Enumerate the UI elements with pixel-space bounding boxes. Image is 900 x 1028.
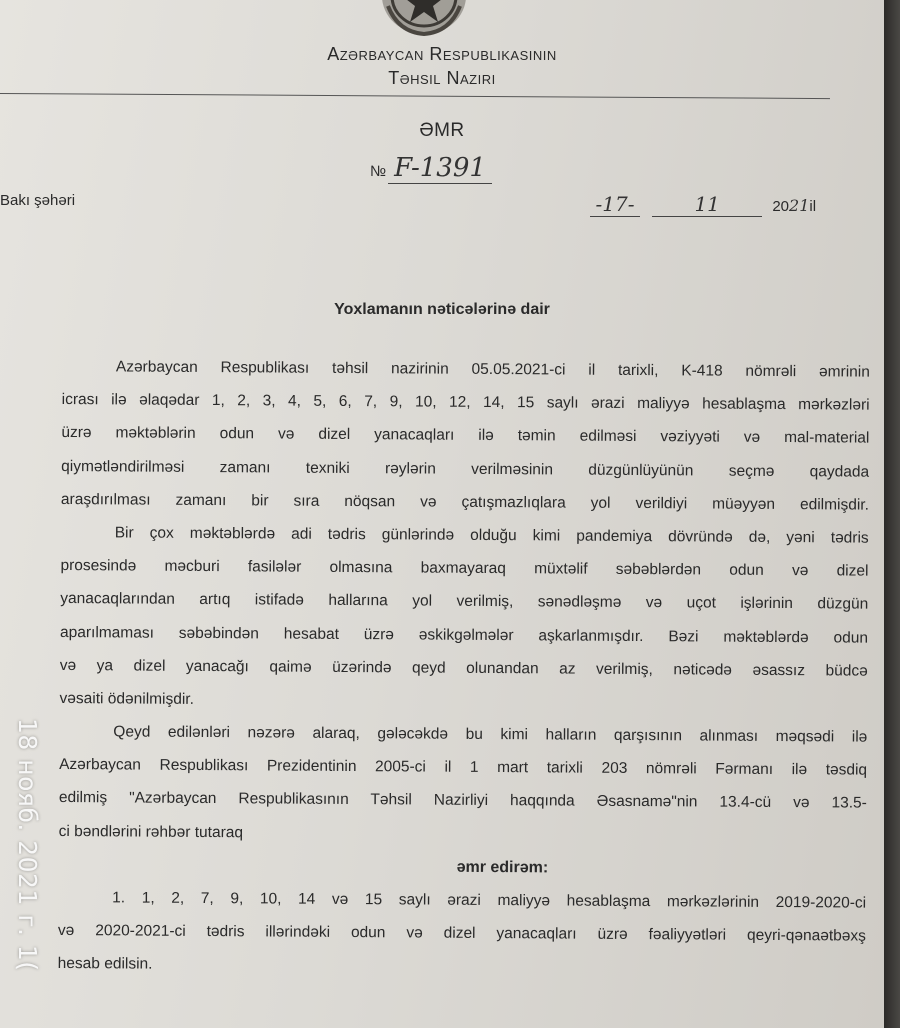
date-year: [772, 198, 816, 215]
body-line: üzrə məktəblərin odun və dizel yanacaqları ilə təmin edilməsi vəziyyəti və mal-material: [61, 424, 870, 448]
order-decree-heading: əmr edirəm:: [456, 858, 549, 877]
date-month: 11: [652, 192, 762, 217]
body-line: və ya dizel yanacağı qaimə üzərində qeyd olunandan az verilmiş, nəticədə əsassız büdcə: [59, 656, 868, 680]
body-line: yanacaqlarından artıq istifadə hallarına yol verilmiş, sənədləşmə və uçot işlərinin düzgün: [60, 590, 869, 613]
place-of-issue: Bakı şəhəri: [0, 192, 76, 209]
date-year-handwritten: 21: [789, 196, 810, 215]
ministry-header-line1: Azərbaycan Respublikasının: [327, 44, 557, 64]
body-line: 1. 1, 2, 7, 9, 10, 14 və 15 saylı ərazi maliyyə hesablaşma mərkəzlərinin 2019-2020-ci: [112, 889, 867, 912]
date-year-suffix: il: [809, 198, 817, 215]
photo-timestamp-overlay: 18 нояб. 2021 г. 1(: [13, 718, 42, 972]
state-emblem-icon: [378, 0, 470, 36]
body-line: qiymətləndirilməsi zamanı texniki rəylərin verilməsinin düzgünlüyünün seçmə qaydada: [61, 457, 870, 481]
body-line: icrası ilə əlaqədar 1, 2, 3, 4, 5, 6, 7, 9, 10, 12, 14, 15 saylı ərazi maliyyə hesablaşma mərkəzləri: [61, 391, 870, 414]
body-line: prosesində məcburi fasilələr olmasına baxmayaraq müxtəlif səbəblərdən odun və dizel: [60, 557, 869, 580]
date-day: -17-: [590, 192, 640, 217]
order-number-handwritten: F-1391: [388, 153, 492, 184]
document-title: Yoxlamanın nəticələrinə dair: [334, 301, 550, 318]
photo-background-edge: [884, 0, 900, 1028]
order-number: [370, 153, 492, 184]
body-line: aparılmaması səbəbindən hesabat üzrə əskikgəlmələr aşkarlanmışdır. Bəzi məktəblərdə odun: [59, 623, 869, 647]
body-line: Azərbaycan Respublikası Prezidentinin 2005-ci il 1 mart tarixli 203 nömrəli Fərmanı ilə təsdiq: [59, 756, 868, 779]
date-year-prefix: 20: [772, 198, 790, 215]
body-line: edilmiş "Azərbaycan Respublikasının Təhsil Nazirliyi haqqında Əsasnamə"nin 13.4-cü və 13.5-: [58, 789, 867, 813]
body-line: araşdırılması zamanı bir sıra nöqsan və çatışmazlıqlara yol verildiyi müəyyən edilmişdir.: [60, 490, 869, 514]
order-date: [590, 192, 816, 217]
body-line: və 2020-2021-ci tədris illərindəki odun və dizel yanacaqları üzrə fəaliyyətləri qeyri-qənaətbəxş: [57, 922, 866, 945]
body-line: Azərbaycan Respublikası təhsil nazirinin 05.05.2021-ci il tarixli, K-418 nömrəli əmrinin: [115, 358, 870, 381]
order-label: ƏMR: [419, 120, 465, 141]
body-line: vəsaiti ödənilmişdir.: [59, 689, 195, 708]
body-line: hesab edilsin.: [57, 955, 153, 974]
body-line: ci bəndlərini rəhbər tutaraq: [58, 822, 244, 841]
body-line: Qeyd edilənləri nəzərə alaraq, gələcəkdə bu kimi halların qarşısının alınması məqsədi ilə: [113, 723, 868, 746]
document-body: [58, 350, 870, 986]
ministry-header-line2: Təhsil Naziri: [388, 68, 496, 88]
order-number-prefix: №: [370, 163, 387, 180]
header-divider: [0, 93, 830, 99]
body-line: Bir çox məktəblərdə adi tədris günlərində olduğu kimi pandemiya dövründə də, yəni tədris: [114, 524, 869, 547]
